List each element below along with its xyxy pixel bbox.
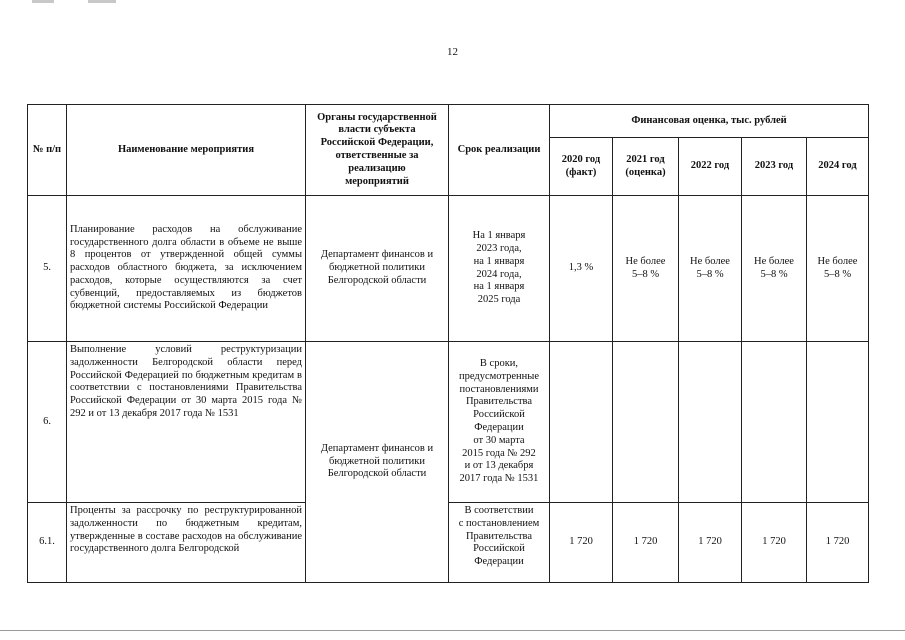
page-edge <box>0 630 905 631</box>
header-year: 2021 год (оценка) <box>613 138 679 196</box>
measure-name: Выполнение условий реструктуризации задолженности Белгородской области перед Российской Федерацией по бюджетным кредитам в соответствии с постановлениями Правительства Российской Федерации от 30 марта 2015 года № 292 и от 13 декабря 2017 года № 1531 <box>67 342 306 503</box>
header-name: Наименование мероприятия <box>67 105 306 196</box>
table-row <box>28 503 869 583</box>
header-finance: Финансовая оценка, тыс. рублей <box>550 105 869 138</box>
measures-table <box>27 104 869 583</box>
value-2024 <box>807 342 869 503</box>
value-2023 <box>742 342 807 503</box>
page-number: 12 <box>447 46 458 58</box>
value-2023: Не более 5–8 % <box>742 196 807 342</box>
row-number: 6. <box>28 342 67 503</box>
header-term: Срок реализации <box>449 105 550 196</box>
header-year: 2023 год <box>742 138 807 196</box>
measure-name: Проценты за рассрочку по реструктурированной задолженности по бюджетным кредитам, утвержденные в составе расходов на обслуживание государственного долга Белгородской <box>67 503 306 583</box>
row-number: 6.1. <box>28 503 67 583</box>
value-2023: 1 720 <box>742 503 807 583</box>
header-year: 2022 год <box>679 138 742 196</box>
value-2021: 1 720 <box>613 503 679 583</box>
header-org: Органы государственной власти субъекта Российской Федерации, ответственные за реализацию мероприятий <box>306 105 449 196</box>
header-num: № п/п <box>28 105 67 196</box>
row-number: 5. <box>28 196 67 342</box>
table-row <box>28 342 869 503</box>
value-2022: Не более 5–8 % <box>679 196 742 342</box>
term: В сроки, предусмотренные постановлениями Правительства Российской Федерации от 30 марта 2015 года № 292 и от 13 декабря 2017 года № 1531 <box>449 342 550 503</box>
scan-artifact <box>88 0 116 3</box>
value-2024: 1 720 <box>807 503 869 583</box>
scan-artifact <box>32 0 54 3</box>
value-2024: Не более 5–8 % <box>807 196 869 342</box>
value-2020: 1 720 <box>550 503 613 583</box>
value-2022 <box>679 342 742 503</box>
responsible-org: Департамент финансов и бюджетной политики Белгородской области <box>306 196 449 342</box>
value-2020 <box>550 342 613 503</box>
value-2020: 1,3 % <box>550 196 613 342</box>
header-year: 2024 год <box>807 138 869 196</box>
measure-name: Планирование расходов на обслуживание государственного долга области в объеме не выше 8 процентов от утвержденной общей суммы расходов областного бюджета, за исключением расходов, которые осуществляются за счет субвенций, предоставляемых из бюджетов бюджетной системы Российской Федерации <box>67 196 306 342</box>
responsible-org: Департамент финансов и бюджетной политики Белгородской области <box>306 342 449 583</box>
table-row <box>28 196 869 342</box>
value-2021 <box>613 342 679 503</box>
term: В соответствии с постановлением Правительства Российской Федерации <box>449 503 550 583</box>
value-2022: 1 720 <box>679 503 742 583</box>
header-year: 2020 год (факт) <box>550 138 613 196</box>
term: На 1 января 2023 года, на 1 января 2024 года, на 1 января 2025 года <box>449 196 550 342</box>
header-row-top <box>28 105 869 138</box>
value-2021: Не более 5–8 % <box>613 196 679 342</box>
